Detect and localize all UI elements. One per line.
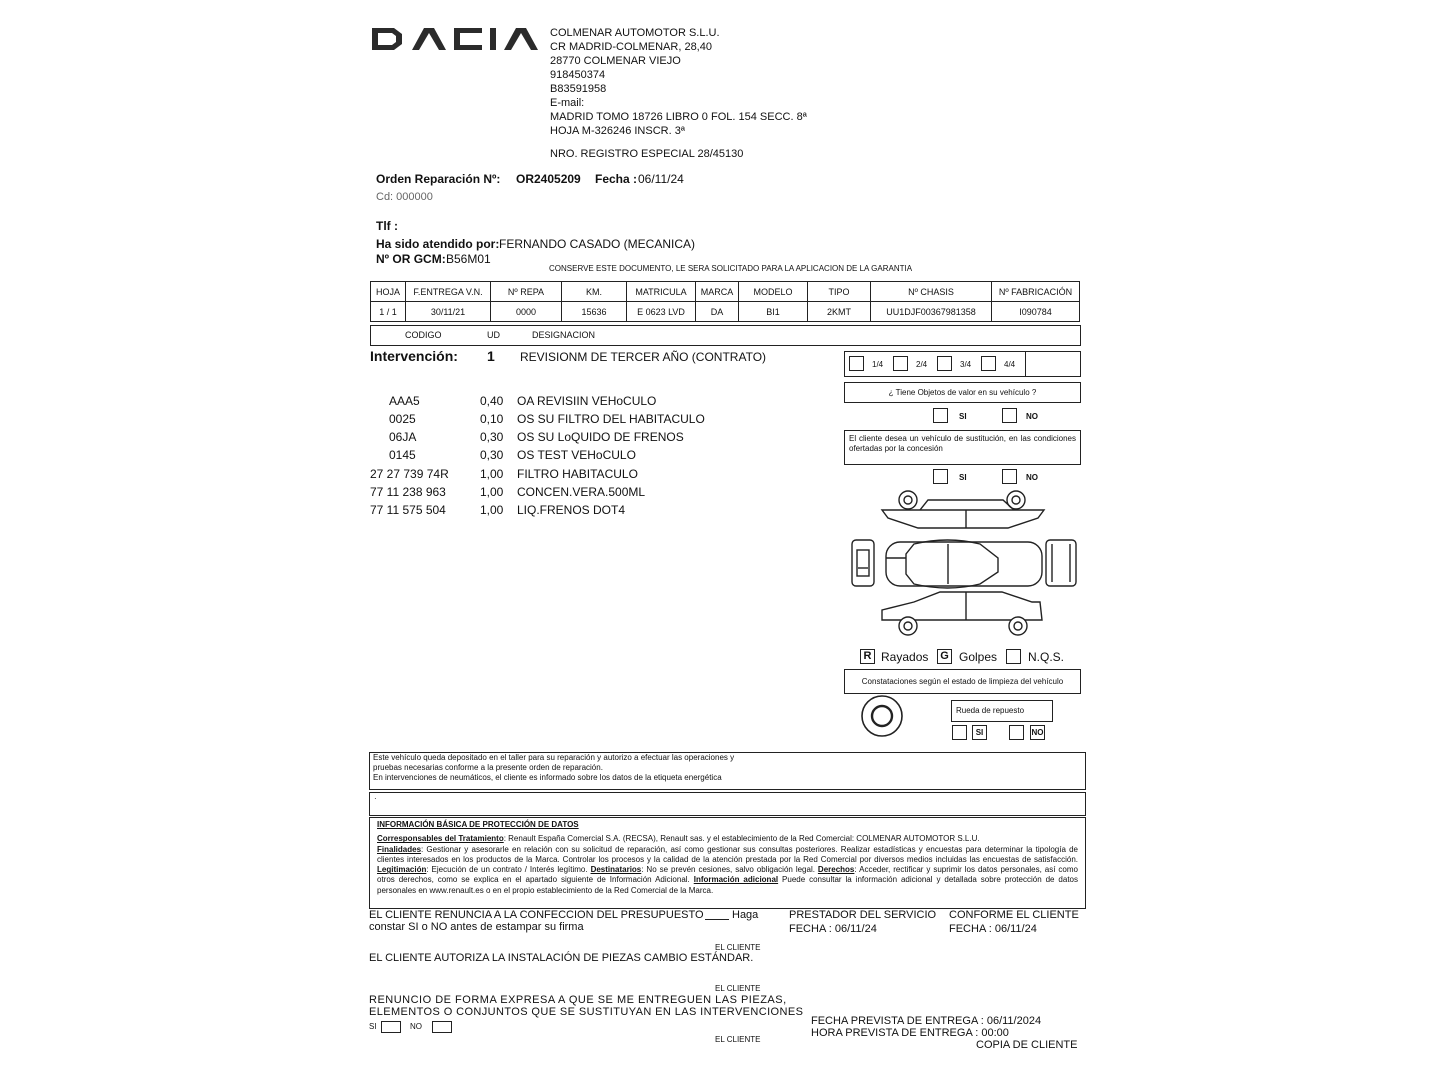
fuel-checkbox-1[interactable] xyxy=(849,356,864,371)
parts-si-label: SI xyxy=(369,1022,377,1031)
fuel-divider xyxy=(1025,352,1026,376)
fuel-label-1: 1/4 xyxy=(872,360,884,369)
table-cell: 1 / 1 xyxy=(371,302,406,322)
valuables-question-text: ¿ Tiene Objetos de valor en su vehículo ? xyxy=(888,388,1037,397)
keep-notice: CONSERVE ESTE DOCUMENTO, LE SERA SOLICITADO PARA LA APLICACION DE LA GARANTIA xyxy=(549,264,913,273)
line-code: 77 11 238 963 xyxy=(370,485,446,499)
dents-letter: G xyxy=(940,650,949,662)
table-cell: BI1 xyxy=(739,302,808,322)
renounce-parts-2: ELEMENTOS O CONJUNTOS QUE SE SUSTITUYAN EN LAS INTERVENCIONES xyxy=(369,1006,804,1018)
car-side-bottom-icon xyxy=(882,592,1042,635)
cleaning-notes-text: Constataciones según el estado de limpieza del vehículo xyxy=(861,677,1064,686)
dealer-cif: B83591958 xyxy=(550,83,607,95)
line-description: OA REVISIIN VEHoCULO xyxy=(517,394,657,408)
client-ok-date: FECHA : 06/11/24 xyxy=(949,923,1037,935)
valuables-no-label: NO xyxy=(1026,412,1038,421)
scratches-label: Rayados xyxy=(881,650,929,664)
privacy-fin-label: Finalidades xyxy=(377,844,422,854)
dealer-address2: 28770 COLMENAR VIEJO xyxy=(550,55,681,67)
fuel-label-3: 3/4 xyxy=(960,360,972,369)
privacy-leg-label: Legitimación xyxy=(377,865,427,875)
table-header: KM. xyxy=(562,282,627,302)
line-description: LIQ.FRENOS DOT4 xyxy=(517,503,626,517)
substitute-yes-checkbox[interactable] xyxy=(933,469,948,484)
table-header: HOJA xyxy=(371,282,406,302)
col-code: CODIGO xyxy=(405,330,442,340)
privacy-resp-text: : Renault España Comercial S.A. (RECSA), Renault sas. y el establecimiento de la Red Comercial: COLMENAR AUTOMOTOR S.L.U. xyxy=(503,834,980,844)
order-number: OR2405209 xyxy=(516,172,581,186)
table-header: Nº REPA xyxy=(491,282,562,302)
spare-wheel-yes-box xyxy=(972,725,987,740)
valuables-no-checkbox[interactable] xyxy=(1002,408,1017,423)
parts-no-label: NO xyxy=(410,1022,422,1031)
dealer-registry2: HOJA M-326246 INSCR. 3ª xyxy=(550,125,685,137)
privacy-info-label: Información adicional xyxy=(693,875,779,885)
spare-wheel-yes-label: SI xyxy=(975,728,984,737)
scratches-letter: R xyxy=(863,650,872,662)
fuel-checkbox-4[interactable] xyxy=(981,356,996,371)
deposit-box xyxy=(369,752,1086,790)
deposit-line-3: En intervenciones de neumáticos, el cliente es informado sobre los datos de la etiqueta energética xyxy=(373,773,722,782)
privacy-der-label: Derechos xyxy=(817,865,855,875)
table-cell: E 0623 LVD xyxy=(627,302,696,322)
provider-label: PRESTADOR DEL SERVICIO xyxy=(789,909,937,921)
haga-label: Haga xyxy=(732,909,759,921)
fuel-label-2: 2/4 xyxy=(916,360,928,369)
dents-marker xyxy=(937,649,952,664)
delivery-time: HORA PREVISTA DE ENTREGA : 00:00 xyxy=(811,1027,1009,1039)
privacy-title-text: INFORMACIÓN BÁSICA DE PROTECCIÓN DE DATOS xyxy=(377,820,579,829)
privacy-fin-text: : Gestionar y asesorarle en relación con su solicitud de reparación, así como gestionar sus consultas posteriores. Realizar estadísticas y encuestas para determinar la tipología de clientes interesados en los productos de la Marca. Controlar los procesos y la calidad de la atención prestada por la Red Comercial por diversos medios incluidas las encuestas de satisfacción. xyxy=(377,844,1078,864)
empty-box xyxy=(369,792,1086,816)
table-cell: I090784 xyxy=(992,302,1080,322)
line-qty: 1,00 xyxy=(480,503,504,517)
intervention-label: Intervención: xyxy=(370,348,458,364)
privacy-dest-text: : No se prevén cesiones, salvo obligación legal. xyxy=(641,865,815,875)
client-signature-2: EL CLIENTE xyxy=(715,984,761,993)
intervention-number: 1 xyxy=(487,348,495,364)
dealer-email: E-mail: xyxy=(550,97,585,109)
delivery-date: FECHA PREVISTA DE ENTREGA : 06/11/2024 xyxy=(811,1015,1042,1027)
dents-label: Golpes xyxy=(959,650,998,664)
parts-si-checkbox[interactable] xyxy=(381,1021,401,1033)
privacy-dest-label: Destinatarios xyxy=(590,865,642,875)
deposit-line-2: pruebas necesarias conforme a la presente orden de reparación. xyxy=(373,763,603,772)
table-header: TIPO xyxy=(808,282,871,302)
table-cell: 15636 xyxy=(562,302,627,322)
table-header: MARCA xyxy=(696,282,739,302)
privacy-purposes xyxy=(377,845,1078,896)
car-diagram xyxy=(848,488,1080,643)
dealer-registry1: MADRID TOMO 18726 LIBRO 0 FOL. 154 SECC. 8ª xyxy=(550,111,807,123)
line-code: AAA5 xyxy=(389,394,420,408)
line-code: 27 27 739 74R xyxy=(370,467,449,481)
client-copy: COPIA DE CLIENTE xyxy=(976,1039,1078,1051)
gcm-value: B56M01 xyxy=(446,252,491,266)
dealer-special-registry: NRO. REGISTRO ESPECIAL 28/45130 xyxy=(550,148,744,160)
valuables-question xyxy=(844,382,1081,403)
table-cell: 0000 xyxy=(491,302,562,322)
privacy-title xyxy=(377,820,1078,830)
order-date: 06/11/24 xyxy=(638,172,684,186)
table-header: F.ENTREGA V.N. xyxy=(406,282,491,302)
deposit-line-1: Este vehículo queda depositado en el taller para su reparación y autorizo a efectuar las operaciones y xyxy=(373,753,735,762)
line-code: 06JA xyxy=(389,430,417,444)
dealer-phone: 918450374 xyxy=(550,69,606,81)
fuel-gauge xyxy=(844,351,1081,377)
table-header: MODELO xyxy=(739,282,808,302)
gcm-label: Nº OR GCM: xyxy=(376,252,446,266)
car-plan-icon xyxy=(886,540,1042,588)
dealer-block xyxy=(550,26,807,161)
phone-label: Tlf : xyxy=(376,219,398,233)
table-cell: UU1DJF00367981358 xyxy=(871,302,992,322)
client-ok-label: CONFORME EL CLIENTE xyxy=(949,909,1079,921)
line-description: CONCEN.VERA.500ML xyxy=(517,485,646,499)
order-label: Orden Reparación Nº: xyxy=(376,172,501,186)
car-front-icon xyxy=(852,540,874,586)
car-rear-icon xyxy=(1046,540,1076,586)
table-cell: DA xyxy=(696,302,739,322)
valuables-yes-label: SI xyxy=(959,412,967,421)
table-header: Nº FABRICACIÓN xyxy=(992,282,1080,302)
col-designation: DESIGNACION xyxy=(532,330,596,340)
scratches-marker xyxy=(860,649,875,664)
line-qty: 0,30 xyxy=(480,430,504,444)
spare-wheel-icon xyxy=(858,693,906,739)
provider-date: FECHA : 06/11/24 xyxy=(789,923,877,935)
privacy-responsible xyxy=(377,834,1078,844)
client-signature-3: EL CLIENTE xyxy=(715,1035,761,1044)
dacia-logo xyxy=(372,28,544,50)
line-qty: 0,10 xyxy=(480,412,504,426)
col-ud: UD xyxy=(487,330,500,340)
line-qty: 1,00 xyxy=(480,467,504,481)
order-cd: Cd: 000000 xyxy=(376,191,433,203)
renounce-budget-2: constar SI o NO antes de estampar su firma xyxy=(369,921,584,933)
fuel-checkbox-2[interactable] xyxy=(893,356,908,371)
table-header: MATRICULA xyxy=(627,282,696,302)
spare-wheel-no-label: NO xyxy=(1031,728,1044,737)
privacy-der-text: : Acceder, rectificar y suprimir los datos personales, así como otros derechos, como se explica en el apartado siguiente de Información Adicional. xyxy=(377,865,1078,885)
substitute-yes-label: SI xyxy=(959,473,967,482)
privacy-leg-text: : Ejecución de un contrato / Interés legítimo. xyxy=(426,865,588,875)
nqs-label: N.Q.S. xyxy=(1028,650,1065,664)
substitute-question xyxy=(844,430,1081,465)
line-qty: 0,40 xyxy=(480,394,504,408)
order-date-label: Fecha : xyxy=(595,172,638,186)
empty-box-mark: · xyxy=(374,794,377,803)
valuables-yes-checkbox[interactable] xyxy=(933,408,948,423)
intervention-title: REVISIONM DE TERCER AÑO (CONTRATO) xyxy=(520,350,767,364)
privacy-box xyxy=(369,817,1086,909)
dealer-name: COLMENAR AUTOMOTOR S.L.U. xyxy=(550,27,720,39)
vehicle-table-value-row xyxy=(371,302,1080,322)
renounce-parts-1: RENUNCIO DE FORMA EXPRESA A QUE SE ME ENTREGUEN LAS PIEZAS, xyxy=(369,994,787,1006)
haga-line xyxy=(705,919,729,920)
table-cell: 2KMT xyxy=(808,302,871,322)
car-side-top-icon xyxy=(882,491,1044,528)
vehicle-table-header-row xyxy=(371,282,1080,302)
parts-no-checkbox[interactable] xyxy=(432,1021,452,1033)
table-cell: 30/11/21 xyxy=(406,302,491,322)
attended-by: FERNANDO CASADO (MECANICA) xyxy=(499,237,696,251)
table-header: Nº CHASIS xyxy=(871,282,992,302)
line-qty: 0,30 xyxy=(480,448,504,462)
spare-wheel-box xyxy=(951,700,1053,722)
spare-wheel-label: Rueda de repuesto xyxy=(956,706,1025,715)
substitute-no-checkbox[interactable] xyxy=(1002,469,1017,484)
line-description: OS SU FILTRO DEL HABITACULO xyxy=(517,412,705,426)
authorize-exchange: EL CLIENTE AUTORIZA LA INSTALACIÓN DE PIEZAS CAMBIO ESTÁNDAR. xyxy=(369,952,754,964)
line-qty: 1,00 xyxy=(480,485,504,499)
substitute-question-text: El cliente desea un vehículo de sustitución, en las condiciones ofertadas por la concesión xyxy=(849,434,1076,453)
privacy-resp-label: Corresponsables del Tratamiento xyxy=(377,834,504,844)
spare-wheel-yes-checkbox[interactable] xyxy=(952,725,967,740)
spare-wheel-no-checkbox[interactable] xyxy=(1009,725,1024,740)
dealer-address1: CR MADRID-COLMENAR, 28,40 xyxy=(550,41,712,53)
fuel-checkbox-3[interactable] xyxy=(937,356,952,371)
renounce-budget: EL CLIENTE RENUNCIA A LA CONFECCION DEL PRESUPUESTO xyxy=(369,909,704,921)
vehicle-table xyxy=(370,281,1080,322)
line-code: 0145 xyxy=(389,448,416,462)
line-description: OS SU LoQUIDO DE FRENOS xyxy=(517,430,684,444)
line-description: OS TEST VEHoCULO xyxy=(517,448,636,462)
nqs-checkbox[interactable] xyxy=(1006,649,1021,664)
columns-header xyxy=(370,325,1081,346)
line-code: 77 11 575 504 xyxy=(370,503,446,517)
client-signature-1: EL CLIENTE xyxy=(715,943,761,952)
fuel-label-4: 4/4 xyxy=(1004,360,1016,369)
substitute-no-label: NO xyxy=(1026,473,1038,482)
attended-label: Ha sido atendido por: xyxy=(376,237,500,251)
privacy-info-text: Puede consultar la información adicional y detallada sobre protección de datos personales en www.renault.es o en el propio establecimiento de la Red Comercial de la Marca. xyxy=(377,875,1078,895)
cleaning-notes xyxy=(844,669,1081,694)
line-code: 0025 xyxy=(389,412,416,426)
spare-wheel-no-box xyxy=(1030,725,1045,740)
line-description: FILTRO HABITACULO xyxy=(517,467,638,481)
